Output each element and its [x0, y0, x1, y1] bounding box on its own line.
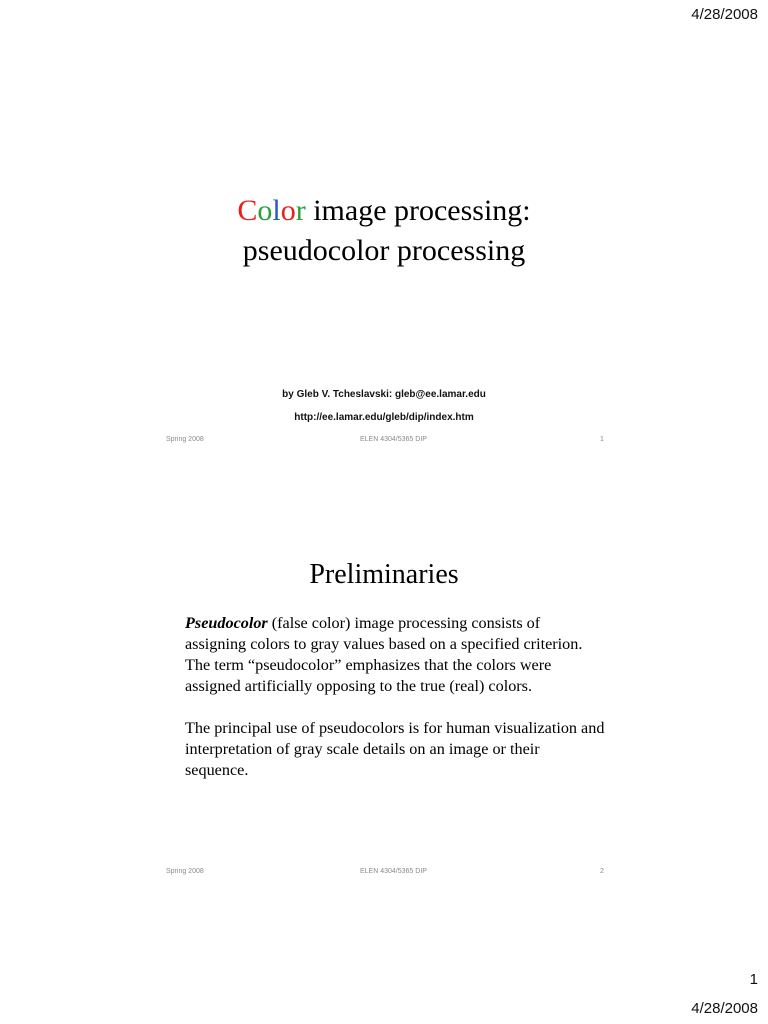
slide-1-title-line-1 — [0, 193, 768, 229]
author-line: by Gleb V. Tcheslavski: gleb@ee.lamar.edu — [282, 389, 486, 400]
slide-1-footer-center: ELEN 4304/5365 DIP — [360, 436, 427, 443]
paragraph-1 — [185, 613, 605, 697]
slide-1-footer-left: Spring 2008 — [166, 436, 204, 443]
colored-letter: o — [257, 194, 273, 227]
slide-2-title: Preliminaries — [309, 559, 459, 590]
page-footer-date: 4/28/2008 — [691, 1000, 758, 1017]
slide-1-footer-right: 1 — [600, 436, 604, 443]
slide-1-title-line-2: pseudocolor processing — [242, 234, 526, 267]
url-line: http://ee.lamar.edu/gleb/dip/index.htm — [294, 412, 474, 423]
paragraph-1-text: (false color) image processing consists of assigning colors to gray values based on a specified criterion. The term “pseudocolor” emphasizes that the colors were assigned artificially opposing to the true (real) colors. — [185, 614, 583, 695]
slide-1-title-rest: image processing: — [305, 194, 531, 227]
colored-letter: l — [272, 194, 281, 227]
page-header-date: 4/28/2008 — [691, 6, 758, 23]
colored-letter: o — [280, 194, 296, 227]
slide-2-body — [185, 613, 605, 781]
page-number: 1 — [749, 971, 758, 988]
slide-2-footer-right: 2 — [600, 868, 604, 875]
slide-2-footer-left: Spring 2008 — [166, 868, 204, 875]
paragraph-2: The principal use of pseudocolors is for human visualization and interpretation of gray scale details on an image or their sequence. — [185, 719, 605, 779]
colored-word — [237, 194, 305, 227]
pseudocolor-term: Pseudocolor — [185, 614, 268, 632]
colored-letter: r — [295, 194, 306, 227]
colored-letter: C — [237, 194, 258, 227]
slide-2-footer-center: ELEN 4304/5365 DIP — [360, 868, 427, 875]
